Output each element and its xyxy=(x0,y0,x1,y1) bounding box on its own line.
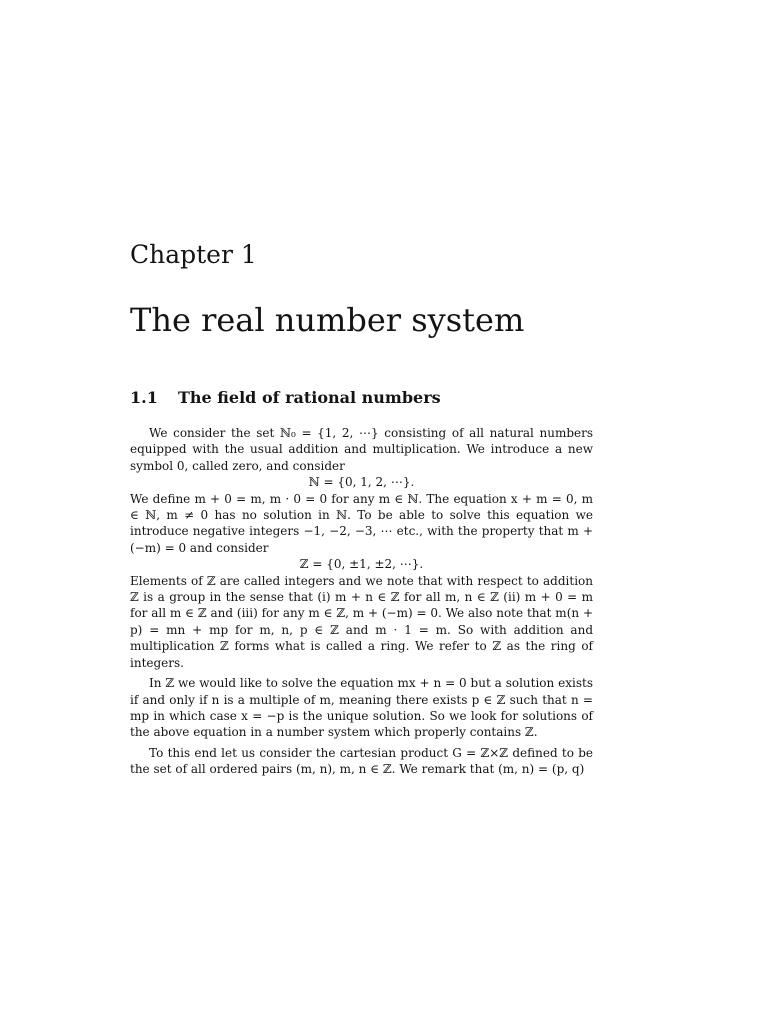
equation-naturals: ℕ = {0, 1, 2, ⋯}. xyxy=(308,475,415,490)
equation-integers: ℤ = {0, ±1, ±2, ⋯}. xyxy=(299,557,424,572)
chapter-title: The real number system xyxy=(130,301,525,339)
section-title: The field of rational numbers xyxy=(178,388,441,407)
body-text xyxy=(130,425,593,778)
paragraph-integers-ring: Elements of ℤ are called integers and we note that with respect to addition ℤ is a group in the sense that (i) m + n ∈ ℤ for all m, n ∈ ℤ (ii) m + 0 = m for all m ∈ ℤ and (iii) for any m ∈ ℤ, m + (−m) = 0. We also note that m(n + p) = mn + mp for m, n, p ∈ ℤ and m · 1 = m. So with addition and multiplication ℤ forms what is called a ring. We refer to ℤ as the ring of integers. xyxy=(130,573,593,670)
section-heading xyxy=(130,386,441,410)
paragraph-cartesian-product: To this end let us consider the cartesian product G = ℤ×ℤ defined to be the set of all ordered pairs (m, n), m, n ∈ ℤ. We remark that (m, n) = (p, q) xyxy=(130,745,593,777)
chapter-label: Chapter 1 xyxy=(130,240,257,269)
paragraph-natural-numbers: We consider the set ℕ₀ = {1, 2, ⋯} consisting of all natural numbers equipped with the usual addition and multiplication. We introduce a new symbol 0, called zero, and consider xyxy=(130,426,593,473)
section-number: 1.1 xyxy=(130,388,158,407)
paragraph-integers-intro: We define m + 0 = m, m · 0 = 0 for any m ∈ ℕ. The equation x + m = 0, m ∈ ℕ, m ≠ 0 has no solution in ℕ. To be able to solve this equation we introduce negative integers −1, −2, −3, ⋯ etc., with the property that m + (−m) = 0 and consider xyxy=(130,491,593,555)
paragraph-linear-equation: In ℤ we would like to solve the equation mx + n = 0 but a solution exists if and only if n is a multiple of m, meaning there exists p ∈ ℤ such that n = mp in which case x = −p is the unique solution. So we look for solutions of the above equation in a number system which properly contains ℤ. xyxy=(130,676,593,740)
